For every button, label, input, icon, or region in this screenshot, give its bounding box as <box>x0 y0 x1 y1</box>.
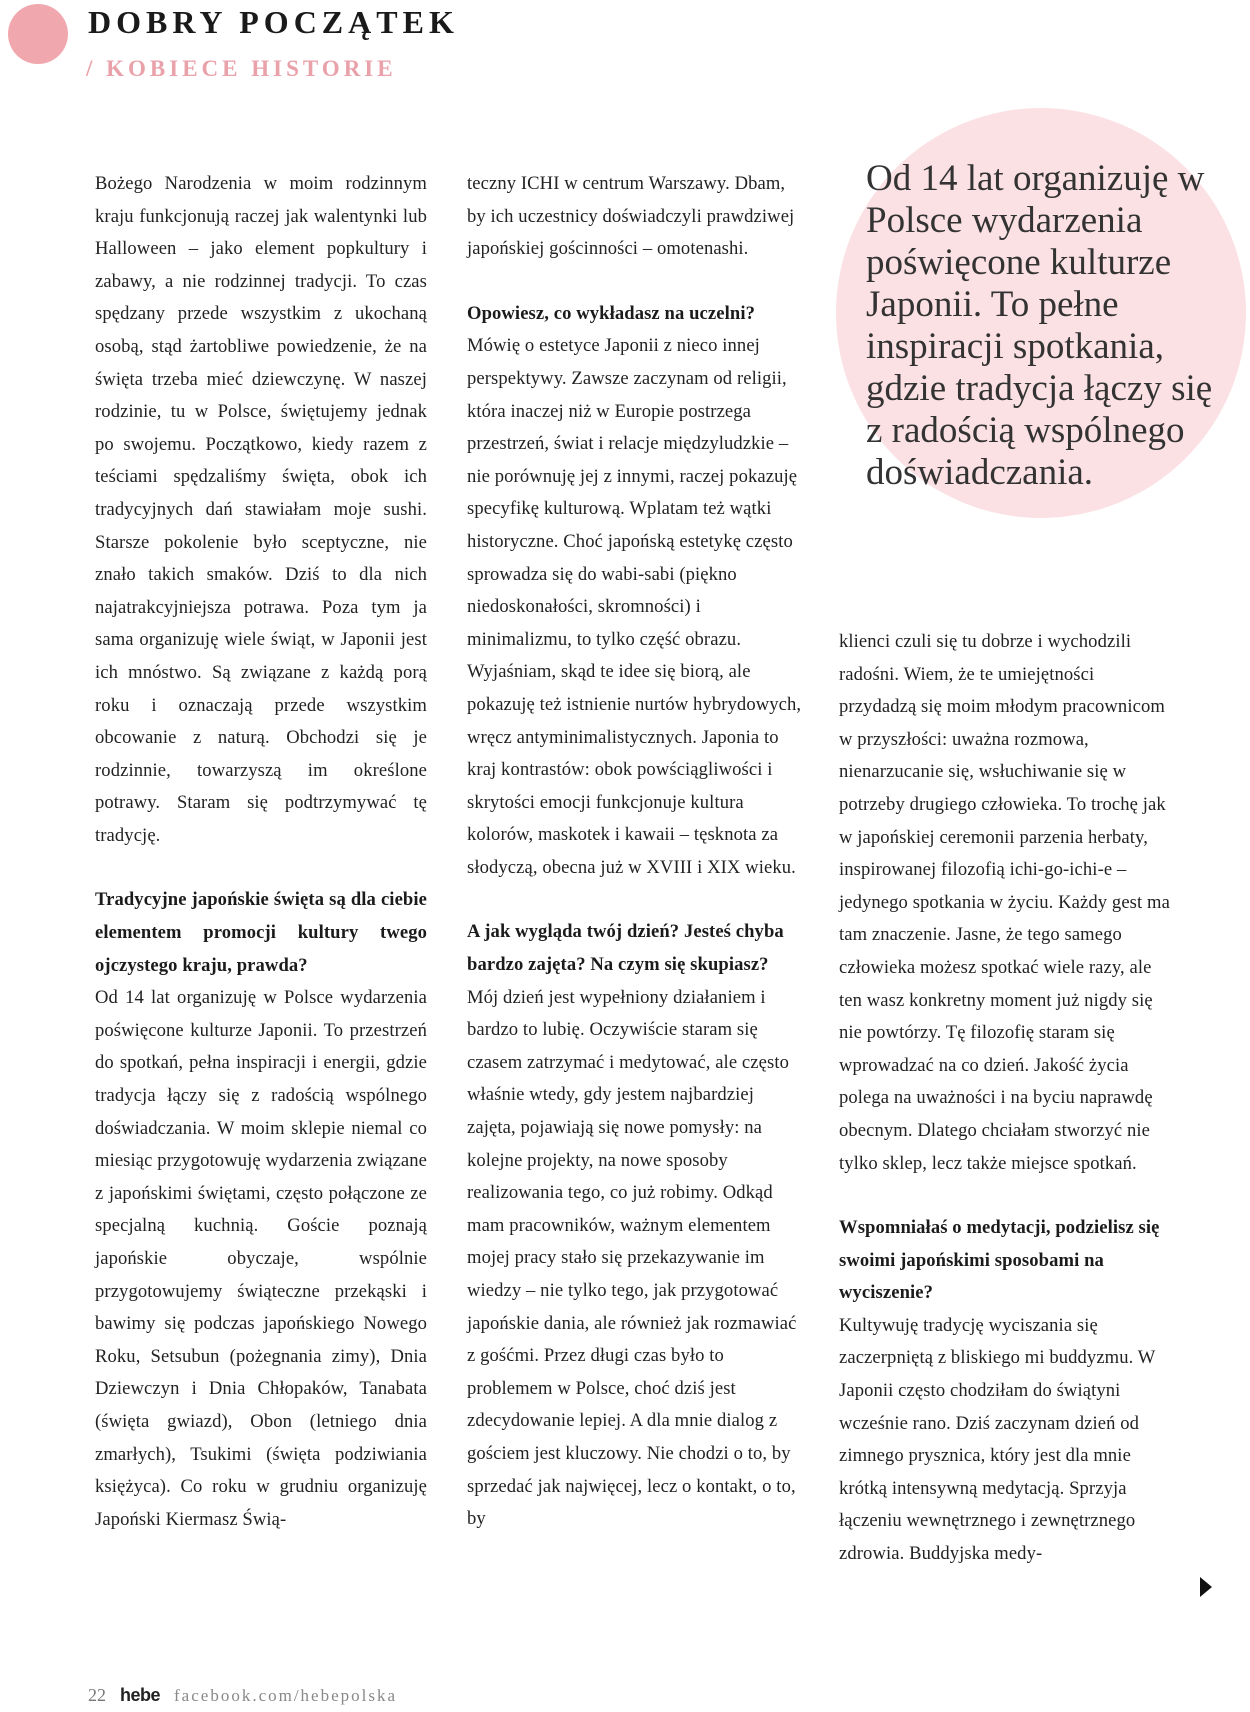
article-paragraph: klienci czuli się tu dobrze i wychodzili radośni. Wiem, że te umiejętności przydadzą się moim młodym pracownicom w przyszłości: uważna rozmowa, nienarzucanie się, wsłuchiwanie się w potrzeby drugiego człowieka. To trochę jak w japońskiej ceremonii parzenia herbaty, inspirowanej filozofią ichi-go-ichi-e – jedynego spotkania w życiu. Każdy gest ma tam znaczenie. Jasne, że tego samego człowieka możesz spotkać wiele razy, ale ten wasz konkretny moment już nigdy się nie powtórzy. Tę filozofię staram się wprowadzać na co dzień. Jakość życia polega na uważności i na byciu naprawdę obecnym. Dlatego chciałam stworzyć nie tylko sklep, lecz także miejsce spotkań. <box>839 631 1170 1174</box>
decorative-pink-dot <box>8 4 68 64</box>
article-column-2 <box>467 168 803 1536</box>
article-paragraph: Mówię o estetyce Japonii z nieco innej perspektywy. Zawsze zaczynam od religii, która inaczej niż w Europie postrzega przestrzeń, świat i relacje międzyludzkie – nie porównuję jej z innymi, raczej pokazuję specyfikę kulturową. Wplatam też wątki historyczne. Choć japońską estetykę często sprowadza się do wabi-sabi (piękno niedoskonałości, skromności) i minimalizmu, to tylko część obrazu. Wyjaśniam, skąd te idee się biorą, ale pokazuję też istnienie nurtów hybrydowych, wręcz antyminimalistycznych. Japonia to kraj kontrastów: obok powściągliwości i skrytości emocji funkcjonuje kultura kolorów, maskotek i kawaii – tęsknota za słodyczą, obecna już w XVIII i XIX wieku. <box>467 335 802 878</box>
article-paragraph: Kultywuję tradycję wyciszania się zaczerpniętą z bliskiego mi buddyzmu. W Japonii często chodziłam do świątyni wcześnie rano. Dziś zaczynam dzień od zimnego prysznica, który jest dla mnie krótką intensywną medytacją. Sprzyja łączeniu wewnętrznego i zewnętrznego zdrowia. Buddyjska medy- <box>839 1314 1156 1565</box>
interview-question: Wspomniałaś o medytacji, podzielisz się swoimi japońskimi sposobami na wyciszenie? <box>839 1217 1160 1304</box>
pull-quote: Od 14 lat organizuję w Polsce wydarzenia poświęcone kulturze Japonii. To pełne inspiracji spotkania, gdzie tradycja łączy się z radością wspólnego doświadczania. <box>866 158 1213 493</box>
article-column-3 <box>839 626 1175 1571</box>
page-footer <box>88 1685 397 1706</box>
article-paragraph: teczny ICHI w centrum Warszawy. Dbam, by ich uczestnicy doświadczyli prawdziwej japońskiej gościnności – omotenashi. <box>467 173 795 260</box>
section-title: DOBRY POCZĄTEK <box>88 4 459 40</box>
article-paragraph: Bożego Narodzenia w moim rodzinnym kraju funkcjonują raczej jak walentynki lub Halloween – jako element popkultury i zabawy, a nie rodzinnej tradycji. To czas spędzany przede wszystkim z ukochaną osobą, stąd żartobliwe powiedzenie, że na święta trzeba mieć dziewczynę. W naszej rodzinie, tu w Polsce, świętujemy jednak po swojemu. Początkowo, kiedy razem z teściami spędzaliśmy święta, obok ich tradycyjnych dań stawiałam moje sushi. Starsze pokolenie było sceptyczne, nie znało takich smaków. Dziś to dla nich najatrakcyjniejsza potrawa. Poza tym ja sama organizuję wiele świąt, w Japonii jest ich mnóstwo. Są związane z każdą porą roku i oznaczają przede wszystkim obcowanie z naturą. Obchodzi się je rodzinnie, towarzyszą im określone potrawy. Staram się podtrzymywać tę tradycję. <box>95 173 427 846</box>
page-number: 22 <box>88 1685 106 1705</box>
interview-question: Tradycyjne japońskie święta są dla ciebie elementem promocji kultury twego ojczystego kraju, prawda? <box>95 889 427 976</box>
article-column-1 <box>95 168 427 1536</box>
footer-link[interactable]: facebook.com/hebepolska <box>174 1686 398 1705</box>
interview-question: A jak wygląda twój dzień? Jesteś chyba bardzo zajęta? Na czym się skupiasz? <box>467 921 784 976</box>
section-subtitle: / KOBIECE HISTORIE <box>86 56 397 81</box>
continue-arrow-icon <box>1200 1577 1212 1597</box>
interview-question: Opowiesz, co wykładasz na uczelni? <box>467 302 755 324</box>
article-paragraph: Od 14 lat organizuję w Polsce wydarzenia poświęcone kulturze Japonii. To przestrzeń do spotkań, pełna inspiracji i energii, gdzie tradycja łączy się z radością wspólnego doświadczania. W moim sklepie niemal co miesiąc przygotowuję wydarzenia związane z japońskimi świętami, często połączone ze specjalną kuchnią. Goście poznają japońskie obyczaje, wspólnie przygotowujemy świąteczne przekąski i bawimy się podczas japońskiego Nowego Roku, Setsubun (pożegnania zimy), Dnia Dziewczyn i Dnia Chłopaków, Tanabata (święta gwiazd), Obon (letniego dnia zmarłych), Tsukimi (święta podziwiania księżyca). Co roku w grudniu organizuję Japoński Kiermasz Świą- <box>95 987 427 1530</box>
article-paragraph: Mój dzień jest wypełniony działaniem i bardzo to lubię. Oczywiście staram się czasem zatrzymać i medytować, ale często właśnie wtedy, gdy jestem najbardziej zajęta, pojawiają się nowe pomysły: na kolejne projekty, na nowe sposoby realizowania tego, co już robimy. Odkąd mam pracowników, ważnym elementem mojej pracy stało się przekazywanie im wiedzy – nie tylko tego, jak przygotować japońskie dania, ale również jak rozmawiać z gośćmi. Przez długi czas było to problemem w Polsce, choć dziś jest zdecydowanie lepiej. A dla mnie dialog z gościem jest kluczowy. Nie chodzi o to, by sprzedać jak najwięcej, lecz o kontakt, o to, by <box>467 986 797 1530</box>
brand-logo: hebe <box>120 1685 161 1705</box>
